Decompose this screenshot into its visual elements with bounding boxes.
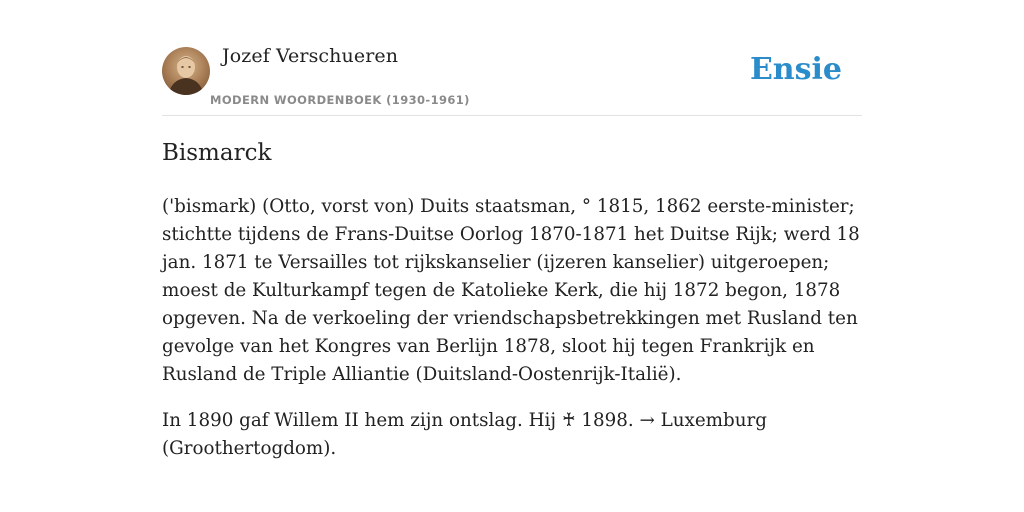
- entry-title: Bismarck: [162, 140, 272, 166]
- author-avatar[interactable]: [162, 47, 210, 95]
- source-label[interactable]: MODERN WOORDENBOEK (1930-1961): [210, 93, 470, 107]
- entry-paragraph: ('bismark) (Otto, vorst von) Duits staatsman, ° 1815, 1862 eerste-minister; stichtte tijdens de Frans-Duitse Oorlog 1870-1871 het Duitse Rijk; werd 18 jan. 1871 te Versailles tot rijkskanselier (ijzeren kanselier) uitgeroepen; moest de Kulturkampf tegen de Katolieke Kerk, die hij 1872 begon, 1878 opgeven. Na de verkoeling der vriendschapsbetrekkingen met Rusland ten gevolge van het Kongres van Berlijn 1878, sloot hij tegen Frankrijk en Rusland de Triple Alliantie (Duitsland-Oostenrijk-Italië).: [162, 196, 860, 385]
- author-portrait-icon: [162, 47, 210, 95]
- author-name[interactable]: Jozef Verschueren: [222, 45, 399, 67]
- header-divider: [162, 115, 862, 116]
- entry-body: [162, 193, 867, 481]
- site-logo[interactable]: Ensie: [749, 52, 842, 87]
- entry-paragraph: In 1890 gaf Willem II hem zijn ontslag. Hij ♰ 1898. → Luxemburg (Groothertogdom).: [162, 410, 767, 459]
